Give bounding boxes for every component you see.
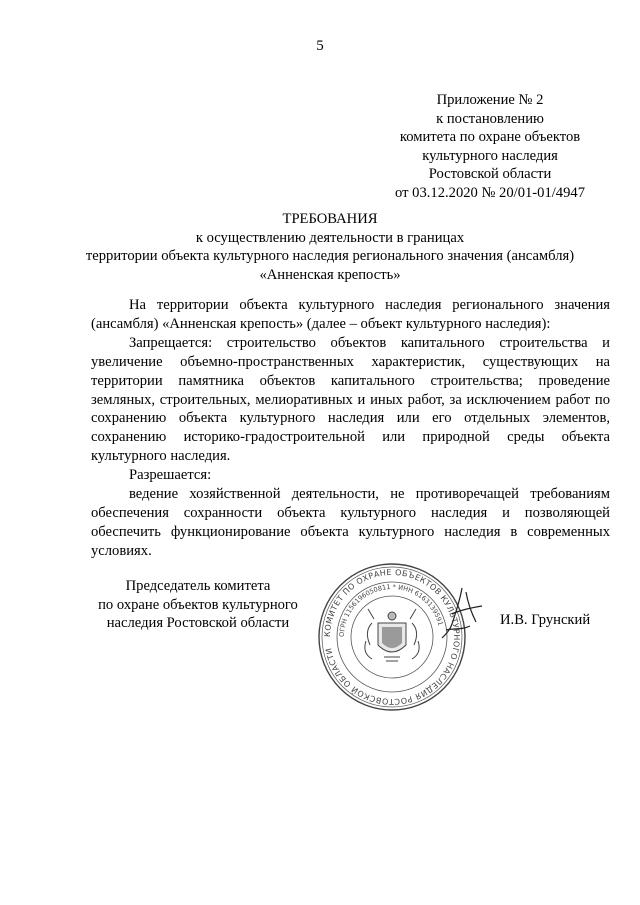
appendix-header [395,91,585,203]
signatory-position [88,577,308,633]
title-subtitle-line: территории объекта культурного наследия регионального значения (ансамбля) [85,248,575,265]
appendix-line: от 03.12.2020 № 20/01-01/4947 [395,184,585,201]
body-paragraph-allowed-heading: Разрешается: [129,467,212,484]
signatory-position-line: по охране объектов культурного [98,596,298,613]
document-title [40,210,620,284]
appendix-line: Ростовской области [428,166,552,183]
title-subtitle-line: «Анненская крепость» [259,266,401,283]
page-number: 5 [316,38,324,54]
body-paragraph-allowed: ведение хозяйственной деятельности, не противоречащей требованиям обеспечения сохранности объекта культурного наследия и позволяющей обеспечить функционирование объекта культурного наследия в современных условиях. [91,486,610,559]
title-subtitle-line: к осуществлению деятельности в границах [195,229,465,246]
appendix-line: Приложение № 2 [436,92,544,108]
title-heading: ТРЕБОВАНИЯ [282,211,378,227]
document-body [91,296,610,561]
handwritten-signature [432,584,496,644]
coat-of-arms-icon [365,609,419,661]
stamp-inner-text: ОГРН 1156196050811 * ИНН 6163139591 [337,582,445,638]
body-paragraph-intro: На территории объекта культурного наследия регионального значения (ансамбля) «Анненская крепость» (далее – объект культурного наследия): [91,297,610,332]
appendix-line: культурного наследия [422,147,558,164]
appendix-line: к постановлению [436,110,544,127]
appendix-line: комитета по охране объектов [399,129,581,146]
body-paragraph-prohibited: Запрещается: строительство объектов капитального строительства и увеличение объемно-пространственных характеристик, существующих на территории памятника объектов капитального строительства; проведение земляных, строительных, мелиоративных и иных работ, за исключением работ по сохранению объекта культурного наследия или его отдельных элементов, сохранению историко-градостроительной или природной среды объекта культурного наследия. [91,334,610,465]
signatory-position-line: наследия Ростовской области [106,615,290,632]
signatory-position-line: Председатель комитета [125,578,271,594]
signatory-name: И.В. Грунский [500,612,591,628]
stamp-outer-text: КОМИТЕТ ПО ОХРАНЕ ОБЪЕКТОВ КУЛЬТУРНОГО НАСЛЕДИЯ РОСТОВСКОЙ ОБЛАСТИ [322,567,462,707]
